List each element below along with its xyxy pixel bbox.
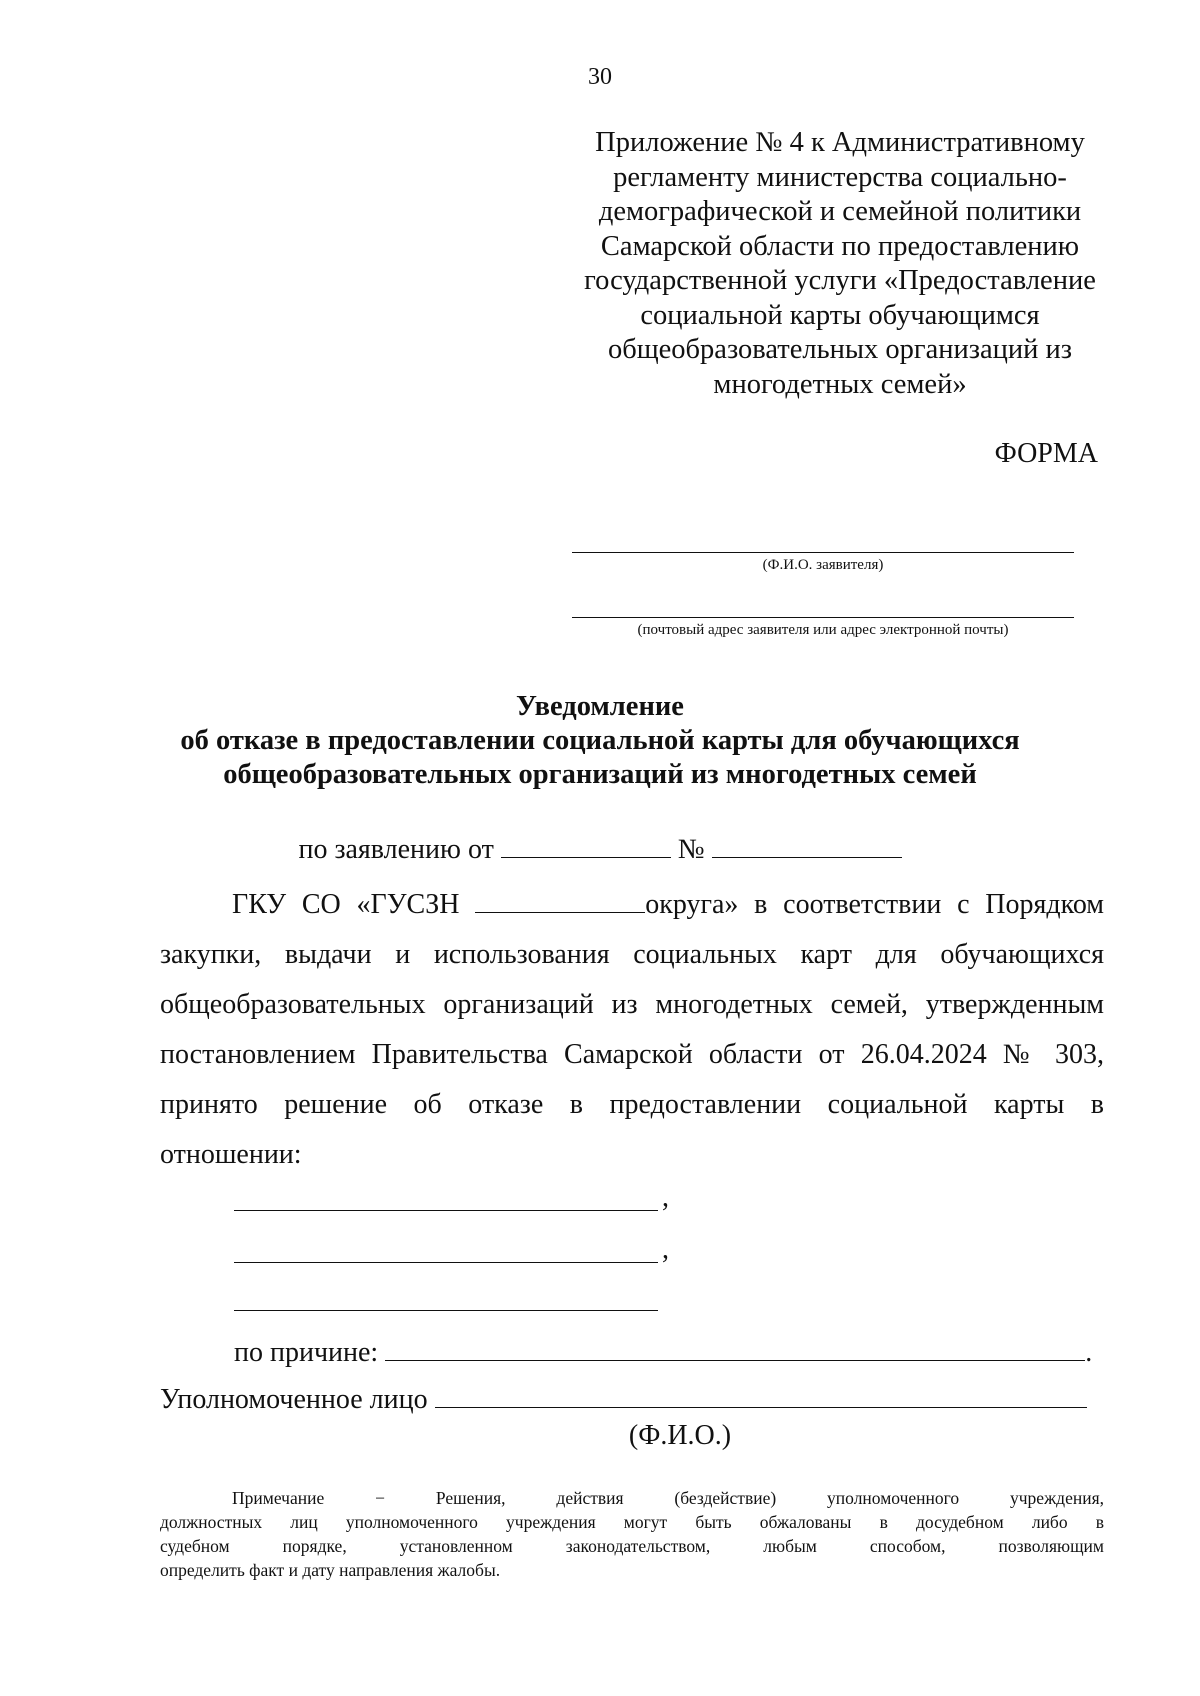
- reason-label: по причине:: [234, 1337, 379, 1368]
- application-number-blank: [712, 835, 902, 858]
- official-line: [160, 1384, 1087, 1416]
- reason-line: [234, 1337, 1092, 1369]
- body-line-start: ГКУ СО «ГУСЗН: [232, 889, 460, 920]
- appendix-line: государственной услуги «Предоставление: [584, 265, 1096, 296]
- appendix-line: общеобразовательных организаций из: [607, 334, 1073, 365]
- title-line: об отказе в предоставлении социальной карты для обучающихся: [180, 725, 1020, 756]
- appendix-line: регламенту министерства социально-: [613, 161, 1067, 193]
- form-label: ФОРМА: [994, 438, 1098, 469]
- note-line: определить факт и дату направления жалобы.: [160, 1560, 501, 1580]
- appendix-line: социальной карты обучающимся: [640, 299, 1040, 331]
- body-line-end: округа» в соответствии с Порядком: [645, 889, 1105, 920]
- child-name-blank: [234, 1310, 658, 1311]
- list-comma: ,: [662, 1234, 669, 1265]
- body-paragraph: [160, 880, 1104, 1180]
- application-reference: [0, 834, 1200, 866]
- note-line: судебном порядке, установленном законодательством, любым способом, позволяющим: [160, 1536, 1104, 1556]
- body-line: общеобразовательных организаций из многодетных семей, утвержденным: [160, 989, 1104, 1020]
- reason-end: .: [1085, 1337, 1093, 1368]
- application-ref-prefix: по заявлению от: [298, 834, 494, 865]
- body-line: закупки, выдачи и использования социальных карт для обучающихся: [160, 939, 1104, 970]
- official-name-blank: [435, 1385, 1087, 1408]
- applicant-name-label: (Ф.И.О. заявителя): [762, 557, 884, 573]
- applicant-name-line: [572, 552, 1074, 553]
- appendix-line: многодетных семей»: [713, 368, 967, 400]
- district-blank: [475, 890, 645, 913]
- application-date-blank: [501, 835, 671, 858]
- list-comma: ,: [662, 1182, 669, 1213]
- appendix-line: демографической и семейной политики: [598, 196, 1082, 227]
- body-line: отношении:: [160, 1139, 302, 1170]
- official-fio-label: (Ф.И.О.): [628, 1420, 732, 1451]
- number-sign: №: [677, 834, 705, 865]
- official-label: Уполномоченное лицо: [160, 1384, 428, 1415]
- note-line: должностных лиц уполномоченного учреждения могут быть обжалованы в досудебном либо в: [160, 1512, 1104, 1532]
- title-line: Уведомление: [516, 691, 684, 722]
- document-title: [0, 690, 1200, 792]
- note-line: Примечание − Решения, действия (бездействие) уполномоченного учреждения,: [232, 1488, 1104, 1508]
- body-line: [160, 880, 1104, 930]
- body-line: постановлением Правительства Самарской области от 26.04.2024 № 303,: [160, 1039, 1104, 1070]
- note: [160, 1486, 1104, 1582]
- appendix-header: [560, 126, 1120, 402]
- appendix-line: Приложение № 4 к Административному: [595, 127, 1085, 158]
- applicant-address-line: [572, 617, 1074, 618]
- appendix-line: Самарской области по предоставлению: [600, 230, 1080, 262]
- reason-blank: [385, 1338, 1085, 1361]
- child-name-blank: [234, 1210, 658, 1211]
- child-name-blank: [234, 1262, 658, 1263]
- title-line: общеобразовательных организаций из многодетных семей: [223, 759, 977, 790]
- body-line: принято решение об отказе в предоставлении социальной карты в: [160, 1089, 1104, 1120]
- page-number: 30: [588, 64, 612, 90]
- applicant-address-label: (почтовый адрес заявителя или адрес электронной почты): [637, 622, 1009, 638]
